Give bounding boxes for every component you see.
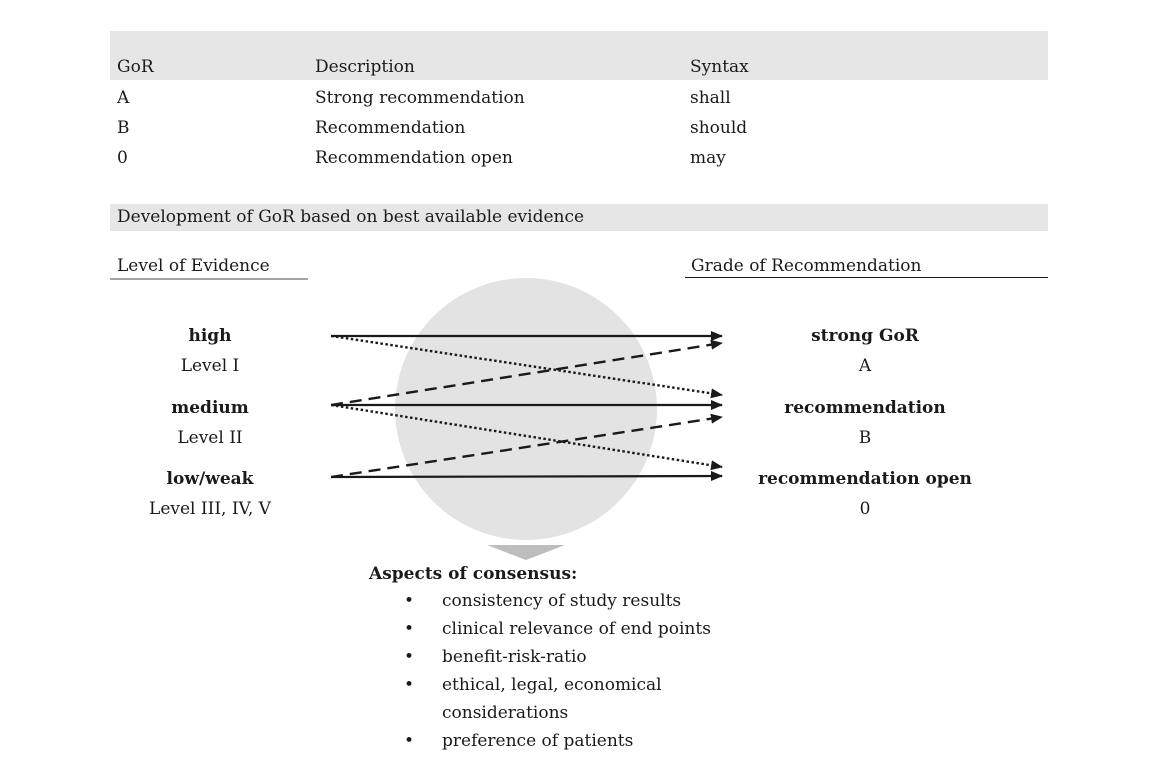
level-high-label: high (188, 326, 232, 346)
grade-0-label: 0 (859, 499, 871, 519)
consensus-item-text: benefit-risk-ratio (442, 647, 587, 667)
development-title: Development of GoR based on best available evidence (117, 207, 585, 227)
level-iii-iv-v-label: Level III, IV, V (149, 499, 271, 519)
bullet-icon: • (404, 647, 415, 667)
consensus-pointer (487, 545, 565, 560)
table-cell-gor-a: A (117, 88, 130, 108)
bullet-icon: • (404, 731, 415, 751)
arrow-solid (331, 476, 722, 477)
level-ii-label: Level II (177, 428, 243, 448)
table-cell-syntax-0: may (690, 148, 726, 168)
consensus-item (404, 647, 587, 667)
level-of-evidence-label: Level of Evidence (117, 256, 270, 276)
table-cell-syntax-a: shall (690, 88, 731, 108)
grade-of-recommendation-label: Grade of Recommendation (691, 256, 922, 276)
table-header-description: Description (315, 57, 415, 77)
consensus-item (404, 619, 711, 639)
level-i-label: Level I (180, 356, 240, 376)
consensus-item-text: clinical relevance of end points (442, 619, 711, 639)
consensus-circle (395, 278, 657, 540)
level-low-label: low/weak (166, 469, 254, 489)
bullet-icon: • (404, 591, 415, 611)
table-cell-gor-0: 0 (117, 148, 128, 168)
grade-open-label: recommendation open (758, 469, 972, 489)
consensus-item (404, 591, 681, 611)
consensus-item-text: ethical, legal, economical (442, 675, 662, 695)
table-cell-desc-a: Strong recommendation (315, 88, 525, 108)
consensus-item-text: considerations (442, 703, 569, 723)
table-cell-gor-b: B (117, 118, 130, 138)
bullet-icon: • (404, 619, 415, 639)
grade-b-label: B (858, 428, 872, 448)
table-header-syntax: Syntax (690, 57, 749, 77)
grade-a-label: A (858, 356, 872, 376)
consensus-item-continuation (404, 703, 568, 723)
grade-strong-label: strong GoR (811, 326, 919, 346)
bullet-icon: • (404, 675, 415, 695)
consensus-item-text: consistency of study results (442, 591, 682, 611)
table-cell-syntax-b: should (690, 118, 748, 138)
table-cell-desc-0: Recommendation open (315, 148, 513, 168)
consensus-title: Aspects of consensus: (369, 564, 578, 584)
grade-recommendation-label: recommendation (784, 398, 946, 418)
table-header-gor: GoR (117, 57, 154, 77)
level-medium-label: medium (171, 398, 249, 418)
consensus-item (404, 731, 633, 751)
consensus-item (404, 675, 662, 695)
table-cell-desc-b: Recommendation (315, 118, 466, 138)
consensus-item-text: preference of patients (442, 731, 634, 751)
